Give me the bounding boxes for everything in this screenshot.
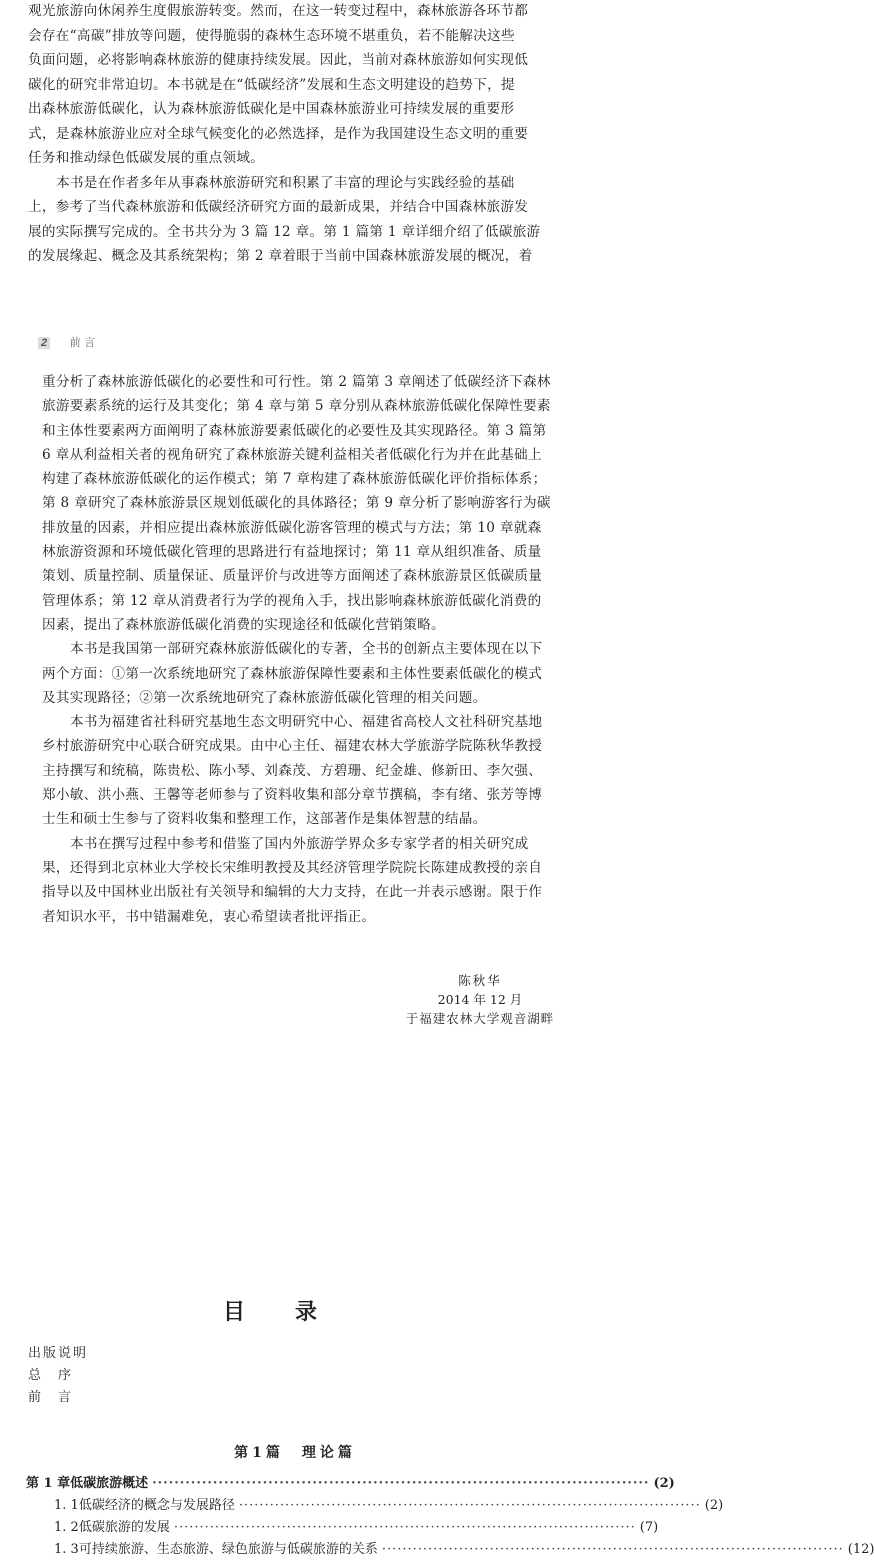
- toc-entry-number: 1. 3: [54, 1542, 79, 1557]
- text-line: 重分析了森林旅游低碳化的必要性和可行性。第 2 篇第 3 章阐述了低碳经济下森林: [42, 374, 551, 390]
- text-line: 的发展缘起、概念及其系统架构；第 2 章着眼于当前中国森林旅游发展的概况，着: [28, 248, 533, 264]
- toc-entry-title: 低碳旅游的发展: [78, 1520, 170, 1535]
- toc-front-item[interactable]: 出版说明: [28, 1346, 89, 1361]
- text-line: 本书是在作者多年从事森林旅游研究和积累了丰富的理论与实践经验的基础: [56, 174, 515, 191]
- toc-part-title: 第1篇 理论篇: [234, 1445, 356, 1461]
- signature-place: 于福建农林大学观音湖畔: [405, 1011, 555, 1026]
- text-line: 士生和硕士生参与了资料收集和整理工作，这部著作是集体智慧的结晶。: [42, 811, 487, 828]
- page-number: 2: [38, 337, 50, 349]
- text-line: 主持撰写和统稿，陈贵松、陈小琴、刘森茂、方碧珊、纪金雄、修新田、李欠强、: [42, 762, 543, 779]
- toc-entry-title: 低碳经济的概念与发展路径: [78, 1498, 235, 1513]
- toc-leader: ··························································································: [238, 1498, 701, 1513]
- text-line: 会存在“高碳”排放等问题，使得脆弱的森林生态环境不堪重负，若不能解决这些: [28, 27, 515, 44]
- toc-entry-number: 第 1 章: [26, 1476, 71, 1491]
- toc-entry-number: 1. 1: [54, 1498, 79, 1513]
- text-line: 指导以及中国林业出版社有关领导和编辑的大力支持，在此一并表示感谢。限于作: [42, 884, 543, 901]
- text-line: 式，是森林旅游业应对全球气候变化的必然选择，是作为我国建设生态文明的重要: [28, 125, 529, 142]
- running-head-title: 前 言: [69, 336, 96, 349]
- text-line: 观光旅游向休闲养生度假旅游转变。然而，在这一转变过程中，森林旅游各环节都: [28, 3, 529, 19]
- text-line: 展的实际撰写完成的。全书共分为 3 篇 12 章。第 1 篇第 1 章详细介绍了低碳旅游: [28, 223, 541, 240]
- running-header: [38, 334, 95, 350]
- toc-front-item[interactable]: 前 言: [28, 1390, 74, 1405]
- text-line: 排放量的因素，并相应提出森林旅游低碳化游客管理的模式与方法；第 10 章就森: [42, 519, 542, 536]
- text-line: 管理体系；第 12 章从消费者行为学的视角入手，找出影响森林旅游低碳化消费的: [42, 592, 542, 609]
- text-line: 及其实现路径；②第一次系统地研究了森林旅游低碳化管理的相关问题。: [42, 689, 487, 706]
- text-line: 乡村旅游研究中心联合研究成果。由中心主任、福建农林大学旅游学院陈秋华教授: [42, 738, 543, 755]
- toc-leader: ··························································································: [381, 1542, 844, 1557]
- text-line: 本书是我国第一部研究森林旅游低碳化的专著，全书的创新点主要体现在以下: [70, 641, 543, 658]
- toc-title: 目录: [222, 1299, 367, 1325]
- toc-entry-page: (2): [653, 1476, 675, 1491]
- text-line: 碳化的研究非常迫切。本书就是在“低碳经济”发展和生态文明建设的趋势下，提: [28, 76, 515, 93]
- toc-entry-title: 可持续旅游、生态旅游、绿色旅游与低碳旅游的关系: [78, 1542, 378, 1557]
- text-line: 郑小敏、洪小燕、王馨等老师参与了资料收集和部分章节撰稿，李有绪、张芳等博: [42, 787, 543, 804]
- text-line: 策划、质量控制、质量保证、质量评价与改进等方面阐述了森林旅游景区低碳质量: [42, 568, 543, 585]
- text-line: 本书为福建省社科研究基地生态文明研究中心、福建省高校人文社科研究基地: [70, 714, 543, 731]
- text-line: 林旅游资源和环境低碳化管理的思路进行有益地探讨；第 11 章从组织准备、质量: [42, 544, 542, 561]
- toc-entry-number: 1. 2: [54, 1520, 79, 1535]
- toc-front-matter: [28, 1343, 88, 1409]
- toc-leader: ··························································································: [173, 1520, 636, 1535]
- toc-entry[interactable]: [26, 1473, 675, 1495]
- text-line: 因素，提出了森林旅游低碳化消费的实现途径和低碳化营销策略。: [42, 616, 445, 633]
- text-line: 6 章从利益相关者的视角研究了森林旅游关键利益相关者低碳化行为并在此基础上: [42, 446, 542, 463]
- text-line: 第 8 章研究了森林旅游景区规划低碳化的具体路径；第 9 章分析了影响游客行为碳: [42, 495, 551, 512]
- text-line: 果，还得到北京林业大学校长宋维明教授及其经济管理学院院长陈建成教授的亲自: [42, 859, 543, 876]
- toc-leader: ··························································································: [152, 1476, 650, 1491]
- text-line: 本书在撰写过程中参考和借鉴了国内外旅游学界众多专家学者的相关研究成: [70, 835, 529, 852]
- text-line: 负面问题，必将影响森林旅游的健康持续发展。因此，当前对森林旅游如何实现低: [28, 52, 529, 68]
- text-line: 两个方面：①第一次系统地研究了森林旅游保障性要素和主体性要素低碳化的模式: [42, 665, 543, 682]
- toc-entry[interactable]: [54, 1495, 724, 1517]
- text-line: 出森林旅游低碳化，认为森林旅游低碳化是中国森林旅游业可持续发展的重要形: [28, 101, 515, 117]
- toc-entry-title: 低碳旅游概述: [70, 1476, 149, 1491]
- toc-front-item[interactable]: 总 序: [28, 1368, 74, 1383]
- toc-entry[interactable]: [54, 1517, 659, 1539]
- text-line: 者知识水平，书中错漏难免，衷心希望读者批评指正。: [42, 908, 376, 925]
- toc-entry-page: (2): [704, 1498, 724, 1513]
- text-line: 上，参考了当代森林旅游和低碳经济研究方面的最新成果，并结合中国森林旅游发: [28, 199, 529, 215]
- page1-body: [28, 0, 580, 269]
- signature-block: [380, 971, 580, 1028]
- text-line: 和主体性要素两方面阐明了森林旅游要素低碳化的必要性及其实现路径。第 3 篇第: [42, 422, 547, 439]
- toc-entry-page: (12): [847, 1542, 874, 1557]
- toc-entry-page: (7): [639, 1520, 659, 1535]
- text-line: 旅游要素系统的运行及其变化；第 4 章与第 5 章分别从森林旅游低碳化保障性要素: [42, 398, 551, 415]
- signature-date: 2014 年 12 月: [437, 992, 523, 1007]
- toc-entry[interactable]: [54, 1539, 874, 1561]
- page2-body: [42, 370, 594, 929]
- text-line: 构建了森林旅游低碳化的运作模式；第 7 章构建了森林旅游低碳化评价指标体系；: [42, 471, 547, 488]
- signature-author: 陈秋华: [458, 973, 502, 988]
- text-line: 任务和推动绿色低碳发展的重点领域。: [28, 150, 265, 166]
